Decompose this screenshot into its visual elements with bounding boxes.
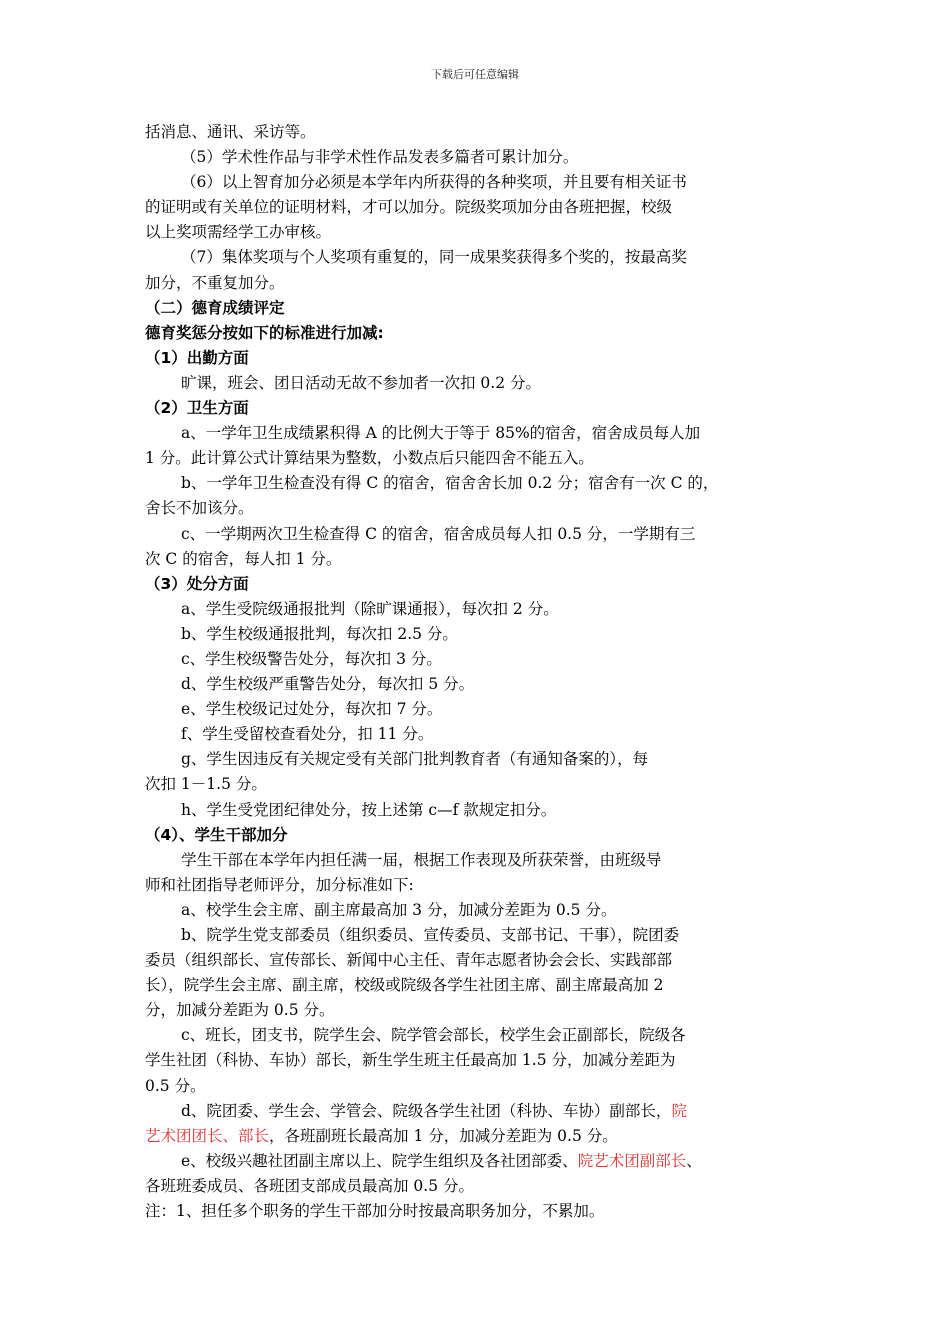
text-line: 加分，不重复加分。 — [145, 273, 285, 292]
text-line: 0.5 分。 — [145, 1076, 206, 1095]
text-line: 委员（组织部长、宣传部长、新闻中心主任、青年志愿者协会会长、实践部部 — [145, 951, 673, 970]
text-line: a、校学生会主席、副主席最高加 3 分，加减分差距为 0.5 分。 — [181, 900, 617, 919]
text-line: a、学生受院级通报批判（除旷课通报），每次扣 2 分。 — [181, 599, 559, 618]
text-line: 分，加减分差距为 0.5 分。 — [145, 1001, 335, 1020]
section-heading: （4）、学生干部加分 — [145, 825, 288, 844]
text-line: 长），院学生会主席、副主席，校级或院级各学生社团主席、副主席最高加 2 — [145, 976, 664, 995]
text-line: e、学生校级记过处分，每次扣 7 分。 — [181, 700, 443, 719]
highlighted-text: 艺术团团长、部长 — [145, 1126, 270, 1145]
text-line: 1 分。此计算公式计算结果为整数，小数点后只能四舍不能五入。 — [145, 449, 594, 468]
text-line: 学生干部在本学年内担任满一届，根据工作表现及所获荣誉，由班级导 — [181, 850, 662, 869]
text-line: d、院团委、学生会、学管会、院级各学生社团（科协、车协）副部长，院 — [181, 1101, 687, 1120]
highlighted-text: 院艺术团副部长 — [577, 1151, 687, 1170]
text-line: 以上奖项需经学工办审核。 — [145, 223, 332, 242]
text-line: g、学生因违反有关规定受有关部门批判教育者（有通知备案的），每 — [181, 750, 649, 769]
text-line: 师和社团指导老师评分，加分标准如下: — [145, 875, 414, 894]
text-line: 舍长不加该分。 — [145, 499, 254, 518]
section-heading: （3）处分方面 — [145, 574, 249, 593]
text-line: a、一学年卫生成绩累积得 A 的比例大于等于 85%的宿舍，宿舍成员每人加 — [181, 424, 701, 443]
text-line: （7）集体奖项与个人奖项有重复的，同一成果奖获得多个奖的，按最高奖 — [181, 248, 687, 267]
section-heading: （1）出勤方面 — [145, 348, 249, 367]
text-line: 艺术团团长、部长，各班副班长最高加 1 分，加减分差距为 0.5 分。 — [145, 1126, 618, 1145]
page-header: 下载后可任意编辑 — [431, 68, 519, 81]
text-line: b、院学生党支部委员（组织委员、宣传委员、支部书记、干事），院团委 — [181, 926, 680, 944]
section-heading: （2）卫生方面 — [145, 399, 249, 418]
text-line: 旷课，班会、团日活动无故不参加者一次扣 0.2 分。 — [181, 373, 542, 392]
text-line: （6）以上智育加分必须是本学年内所获得的各种奖项，并且要有相关证书 — [181, 173, 687, 192]
text-line: 括消息、通讯、采访等。 — [145, 123, 316, 141]
text-line: （5）学术性作品与非学术性作品发表多篇者可累计加分。 — [181, 148, 579, 167]
section-heading: （二）德育成绩评定 — [145, 298, 285, 317]
text-line: c、一学期两次卫生检查得 C 的宿舍，宿舍成员每人扣 0.5 分，一学期有三 — [181, 524, 696, 543]
highlighted-text: 院 — [671, 1101, 687, 1120]
section-heading: 德育奖惩分按如下的标准进行加减: — [145, 323, 384, 342]
text-line: 学生社团（科协、车协）部长，新生学生班主任最高加 1.5 分，加减分差距为 — [145, 1051, 676, 1070]
text-line: h、学生受党团纪律处分，按上述第 c—f 款规定扣分。 — [181, 800, 557, 819]
text-line: d、学生校级严重警告处分，每次扣 5 分。 — [181, 675, 475, 694]
text-line: e、校级兴趣社团副主席以上、院学生组织及各社团部委、院艺术团副部长、 — [181, 1151, 702, 1170]
text-line: 各班班委成员、各班团支部成员最高加 0.5 分。 — [145, 1176, 475, 1195]
text-line: b、一学年卫生检查没有得 C 的宿舍，宿舍舍长加 0.2 分；宿舍有一次 C 的， — [181, 474, 719, 493]
text-line: 次扣 1－1.5 分。 — [145, 775, 267, 794]
text-line: f、学生受留校查看处分，扣 11 分。 — [181, 725, 434, 744]
text-line: c、班长，团支书，院学生会、院学管会部长，校学生会正副部长，院级各 — [181, 1026, 686, 1045]
text-line: 次 C 的宿舍，每人扣 1 分。 — [145, 549, 342, 568]
note-line: 注：1、担任多个职务的学生干部加分时按最高职务加分，不累加。 — [145, 1202, 605, 1221]
text-line: c、学生校级警告处分，每次扣 3 分。 — [181, 649, 442, 668]
text-line: b、学生校级通报批判，每次扣 2.5 分。 — [181, 624, 458, 643]
text-line: 的证明或有关单位的证明材料，才可以加分。院级奖项加分由各班把握，校级 — [145, 198, 673, 217]
document-body — [145, 120, 825, 1224]
